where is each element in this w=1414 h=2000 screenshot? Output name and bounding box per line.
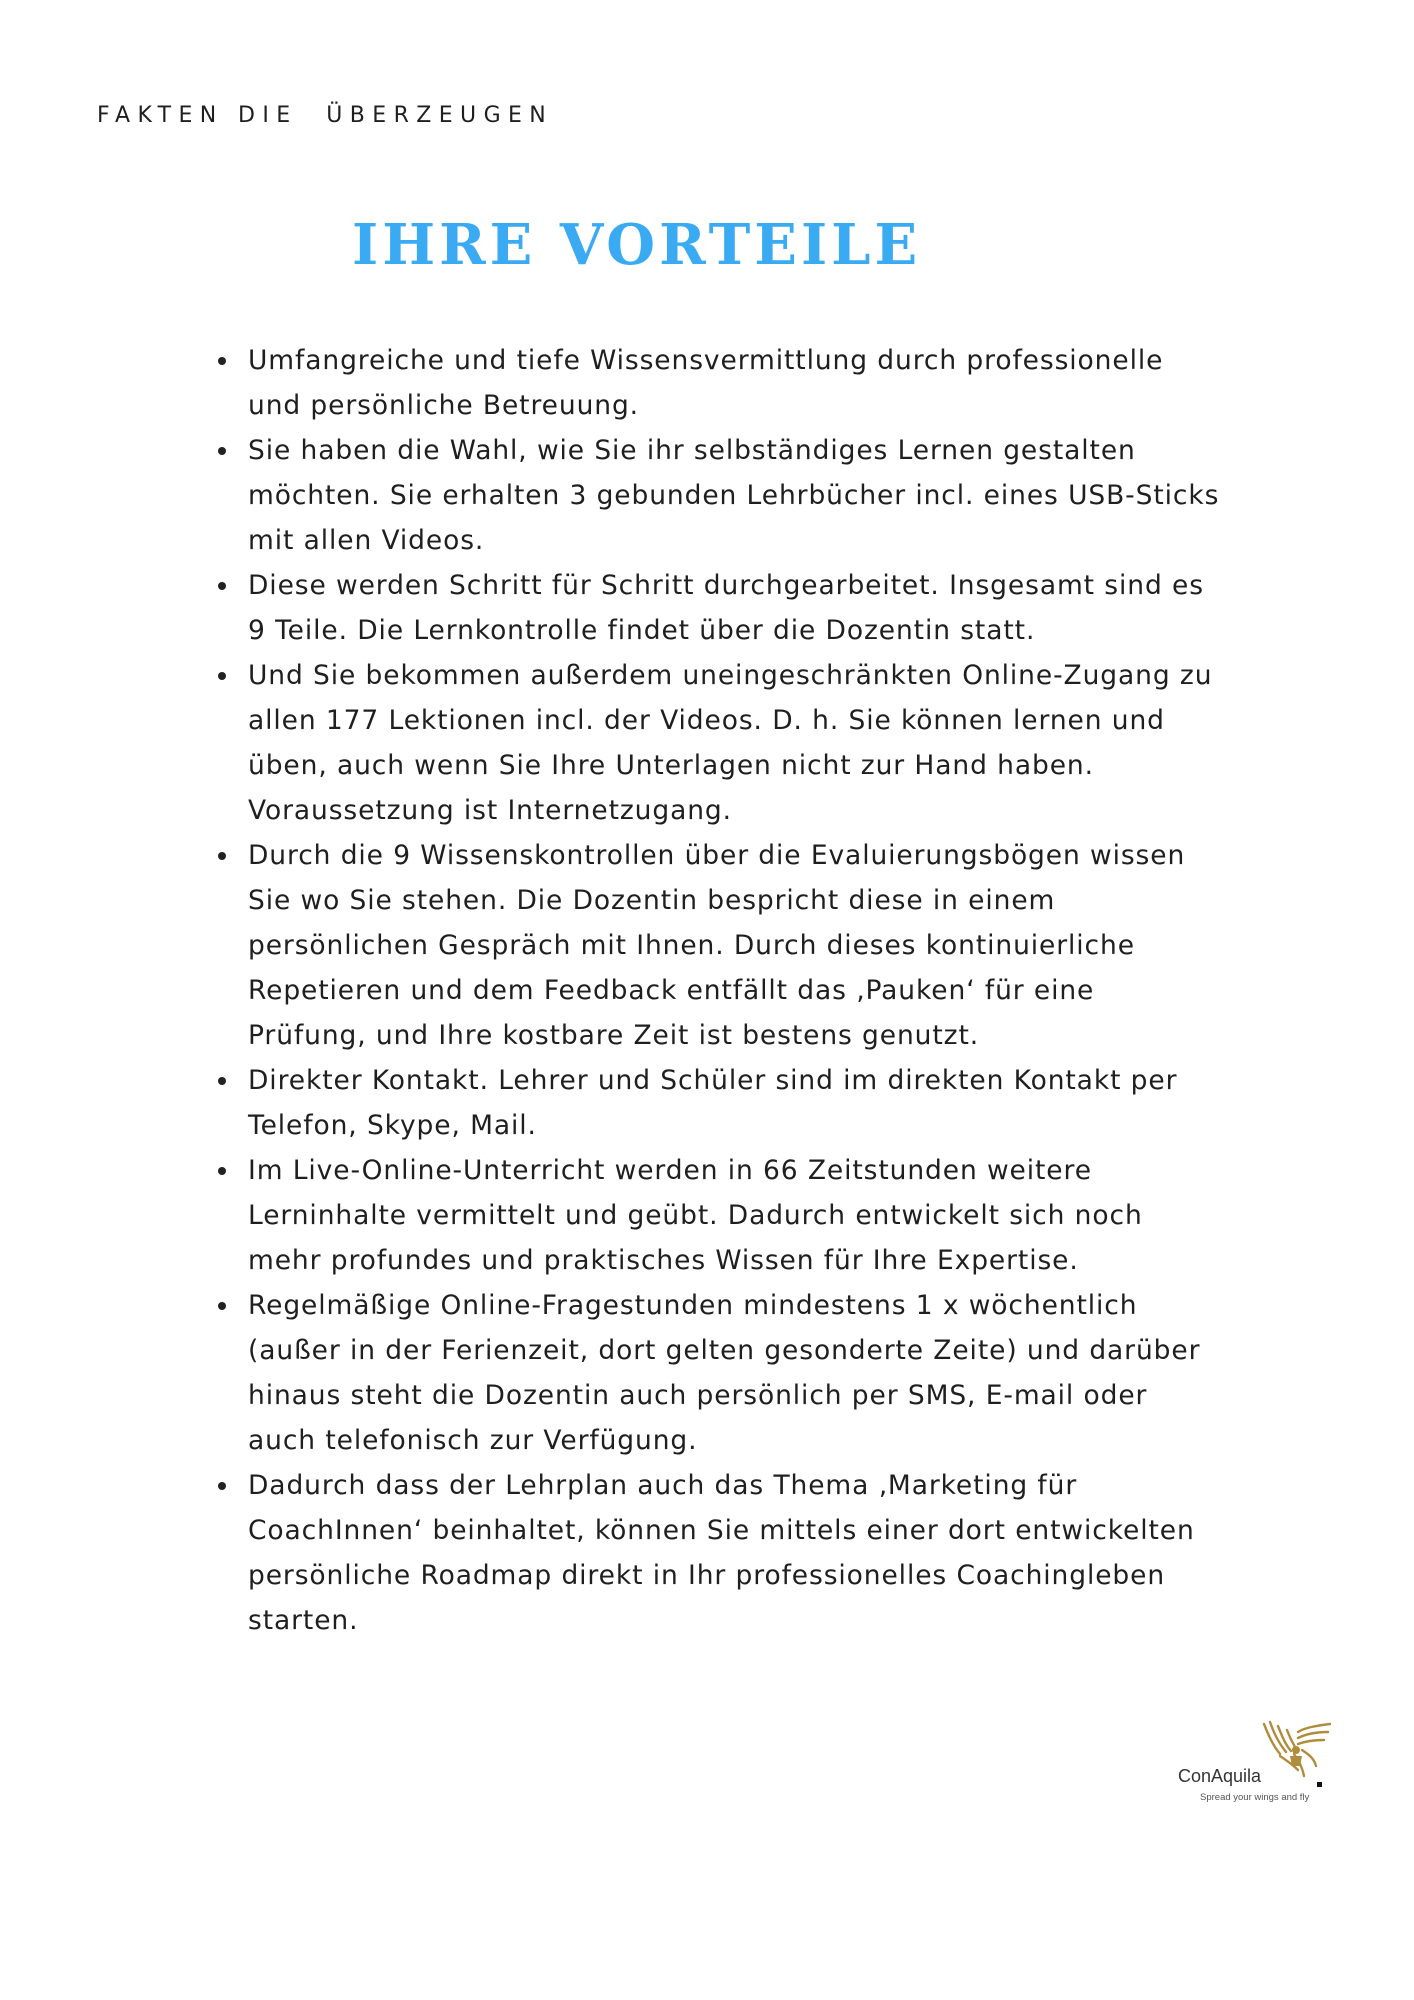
logo-tagline: Spread your wings and fly <box>1200 1792 1310 1803</box>
benefit-item <box>212 338 1222 428</box>
benefit-item <box>212 1463 1222 1643</box>
benefit-item <box>212 1148 1222 1283</box>
bullet-icon <box>218 1302 226 1310</box>
section-kicker: FAKTEN DIE ÜBERZEUGEN <box>97 103 554 128</box>
wings-icon <box>1258 1720 1334 1782</box>
benefit-text: Umfangreiche und tiefe Wissensvermittlung durch professionelle und persönliche Betreuung. <box>248 345 1164 421</box>
benefit-text: Dadurch dass der Lehrplan auch das Thema ‚Marketing für CoachInnen‘ beinhaltet, können Sie mittels einer dort entwickelten persönliche Roadmap direkt in Ihr professionelles Coachingleben starten. <box>248 1470 1195 1636</box>
bullet-icon <box>218 852 226 860</box>
bullet-icon <box>218 582 226 590</box>
benefit-text: Diese werden Schritt für Schritt durchgearbeitet. Insgesamt sind es 9 Teile. Die Lernkontrolle findet über die Dozentin statt. <box>248 570 1204 646</box>
benefit-item <box>212 833 1222 1058</box>
logo-dot <box>1317 1782 1322 1787</box>
benefit-item <box>212 563 1222 653</box>
benefit-item <box>212 1058 1222 1148</box>
benefit-item <box>212 1283 1222 1463</box>
bullet-icon <box>218 447 226 455</box>
benefits-list <box>212 338 1222 1643</box>
bullet-icon <box>218 1077 226 1085</box>
bullet-icon <box>218 1482 226 1490</box>
benefit-text: Regelmäßige Online-Fragestunden mindestens 1 x wöchentlich (außer in der Ferienzeit, dort gelten gesonderte Zeite) und darüber hinaus steht die Dozentin auch persönlich per SMS, E-mail oder auch telefonisch zur Verfügung. <box>248 1290 1201 1456</box>
benefit-text: Im Live-Online-Unterricht werden in 66 Zeitstunden weitere Lerninhalte vermittelt und geübt. Dadurch entwickelt sich noch mehr profundes und praktisches Wissen für Ihre Expertise. <box>248 1155 1143 1276</box>
benefit-text: Und Sie bekommen außerdem uneingeschränkten Online-Zugang zu allen 177 Lektionen incl. der Videos. D. h. Sie können lernen und üben, auch wenn Sie Ihre Unterlagen nicht zur Hand haben. Voraussetzung ist Internetzugang. <box>248 660 1213 826</box>
logo-name: ConAquila <box>1178 1766 1262 1786</box>
bullet-icon <box>218 357 226 365</box>
benefit-text: Durch die 9 Wissenskontrollen über die Evaluierungsbögen wissen Sie wo Sie stehen. Die Dozentin bespricht diese in einem persönlichen Gespräch mit Ihnen. Durch dieses kontinuierliche Repetieren und dem Feedback entfällt das ‚Pauken‘ für eine Prüfung, und Ihre kostbare Zeit ist bestens genutzt. <box>248 840 1186 1051</box>
conaquila-logo <box>1178 1720 1334 1810</box>
bullet-icon <box>218 1167 226 1175</box>
benefit-text: Direkter Kontakt. Lehrer und Schüler sind im direkten Kontakt per Telefon, Skype, Mail. <box>248 1065 1178 1141</box>
page-title: IHRE VORTEILE <box>352 212 922 278</box>
bullet-icon <box>218 672 226 680</box>
benefit-item <box>212 653 1222 833</box>
benefit-text: Sie haben die Wahl, wie Sie ihr selbständiges Lernen gestalten möchten. Sie erhalten 3 gebunden Lehrbücher incl. eines USB-Sticks mit allen Videos. <box>248 435 1220 556</box>
benefit-item <box>212 428 1222 563</box>
